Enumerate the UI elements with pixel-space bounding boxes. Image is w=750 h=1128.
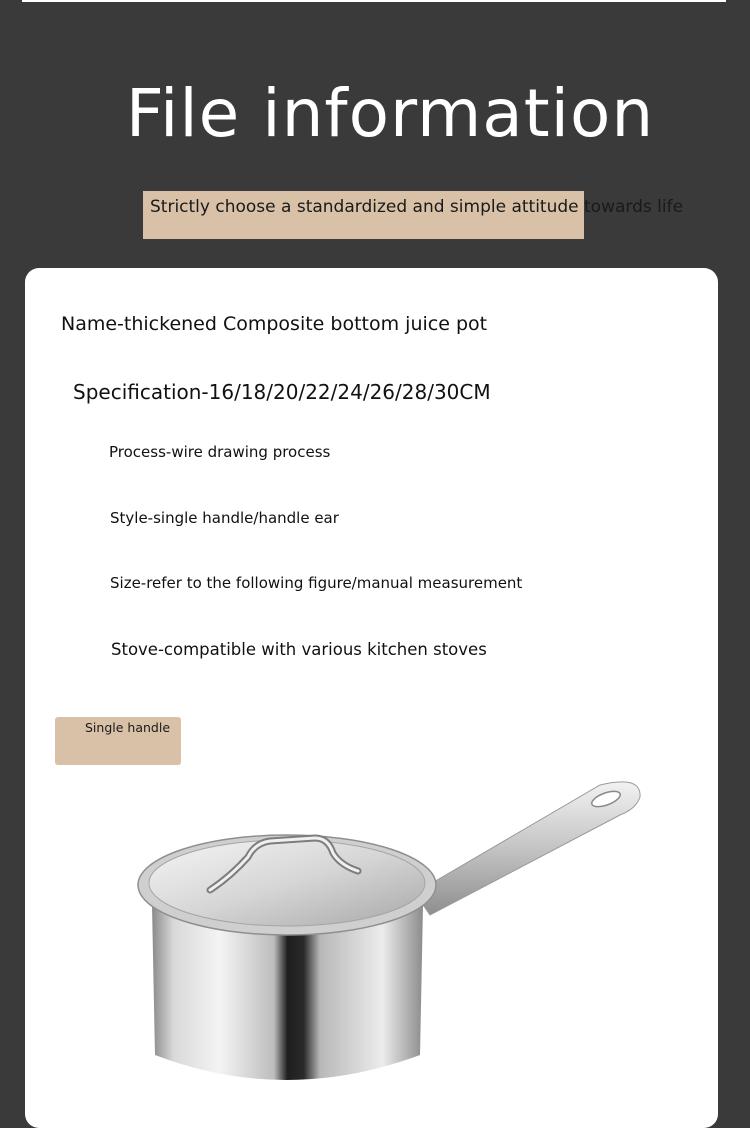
page-title: File information <box>125 75 655 152</box>
single-handle-label: Single handle <box>85 720 171 735</box>
spec-name: Name-thickened Composite bottom juice pot <box>61 313 488 335</box>
spec-specification: Specification-16/18/20/22/24/26/28/30CM <box>73 380 491 404</box>
spec-style: Style-single handle/handle ear <box>110 509 339 527</box>
saucepan-image <box>130 775 650 1102</box>
spec-process: Process-wire drawing process <box>109 443 331 461</box>
spec-stove: Stove-compatible with various kitchen stoves <box>111 640 487 659</box>
top-divider <box>22 0 726 2</box>
tagline: Strictly choose a standardized and simple attitude towards life <box>150 197 684 217</box>
spec-size: Size-refer to the following figure/manual measurement <box>110 574 523 592</box>
